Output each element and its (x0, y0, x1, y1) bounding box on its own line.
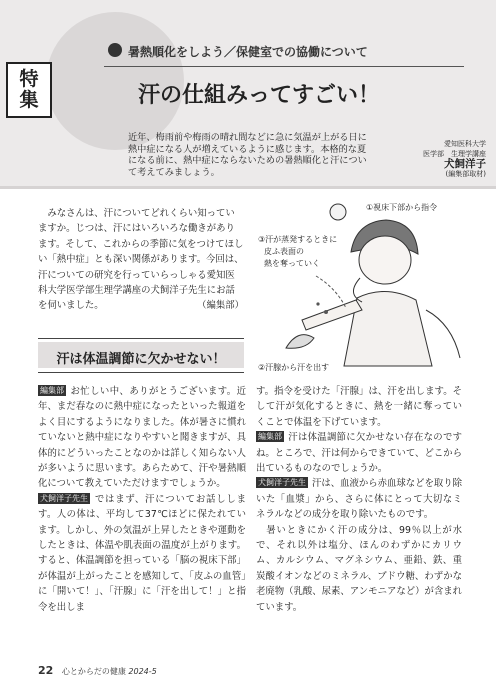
dialogue-3: す。指令を受けた「汗腺」は、汗を出します。そして汗が気化するときに、熱を一緒に奪っていくことで体温を下げています。 (256, 386, 462, 428)
dialogue-5: 犬飼洋子先生 汗は、血液から赤血球などを取り除いた「血漿」から、さらに体にとって大切なミネラルなどの成分を取り除いたものです。 (256, 478, 463, 521)
speaker-tag: 編集部 (258, 432, 282, 442)
author-name: 犬飼洋子 (444, 158, 486, 170)
dialogue-6: 暑いときにかく汗の成分は、99％以上が水で、それ以外は塩分、ほんのわずかにカリウム、カルシウム、マグネシウム、亜鉛、鉄、重炭酸イオンなどのミネラル、ブドウ糖、わずかな老廃物（乳酸、尿素、アンモニアなど）が含まれています。 (256, 524, 462, 613)
author-block (376, 139, 486, 179)
title-rule (104, 66, 464, 67)
body-column-right (256, 384, 462, 615)
issue-number: 2024-5 (128, 667, 157, 676)
illus-label-3: ②汗腺から汗を出す (258, 363, 330, 372)
dialogue-2: 犬飼洋子先生 ではまず、汗についてお話しします。人の体は、平均して37℃ほどに保たれています。しかし、外の気温が上昇したときや運動をしたときは、体温や肌表面の温度が上がります。すると、体温調節を担っている「脳の視床下部」が体温が上がったことを感知して、「皮ふの血管」に「開いて！」、「汗腺」に「汗を出して！」と指令を出しま (38, 493, 246, 613)
feature-badge (6, 62, 52, 118)
gland-icon (286, 335, 314, 349)
header-divider (0, 186, 496, 189)
speaker-tag: 編集部 (40, 386, 64, 395)
sweat-illustration (256, 198, 470, 374)
speaker-tag: 犬飼洋子先生 (258, 478, 306, 488)
lead-paragraph: 近年、梅雨前や梅雨の晴れ間などに急に気温が上がる日に熱中症になる人が増えているように感じます。本格的な夏になる前に、熱中症にならないための暑熱順化と汗について考えてみましょう。 (128, 132, 367, 178)
badge-char-1: 特 (19, 68, 39, 90)
brain-icon (330, 204, 346, 220)
section-heading (38, 338, 244, 372)
speaker-tag: 犬飼洋子先生 (40, 493, 88, 503)
series-subtitle: 暑熱順化をしよう／保健室での協働について (128, 45, 368, 59)
illus-label-1: ①視床下部から指令 (366, 203, 438, 212)
section-title: 汗は体温調節に欠かせない！ (56, 352, 226, 367)
face-icon (359, 236, 411, 284)
bullet-icon (108, 43, 122, 57)
body-column-left (38, 384, 246, 615)
intro-text: みなさんは、汗についてどれくらい知っていますか。じつは、汗にはいろいろな働きがあります。そして、これからの季節に気をつけてほしい「熱中症」とも深い関係があります。今回は、汗についての研究を行っていらっしゃる愛知医科大学医学部生理学講座の犬飼洋子先生にお話を伺いました。 (38, 208, 244, 312)
author-note: (編集部取材) (445, 170, 486, 178)
intro-paragraph (38, 206, 244, 314)
magazine-name: 心とからだの健康 (61, 667, 126, 676)
illus-label-2c: 熱を奪っていく (264, 259, 320, 268)
badge-char-2: 集 (19, 89, 39, 111)
dialogue-1: 編集部 お忙しい中、ありがとうございます。近年、まだ春なのに熱中症になったといった報道をよく目にするようになりました。体が暑さに慣れていないと熱中症になりやすいと聞きますが、具体的にどういったことなのかは詳しく知らない人が多いように思います。あらためて、汗や暑熱順化について教えていただけますでしょうか。 (38, 386, 246, 490)
author-affiliation-1: 愛知医科大学 (444, 140, 486, 148)
illus-label-2b: 皮ふ表面の (264, 247, 304, 256)
page-number: 22 (38, 664, 54, 677)
dialogue-4: 編集部 汗は体温調節に欠かせない存在なのですね。ところで、汗は何からできていて、どこから出ているものなのでしょうか。 (256, 432, 462, 475)
page-title: 汗の仕組みってすごい！ (138, 82, 381, 108)
page-footer (38, 664, 157, 677)
illus-label-2a: ③汗が蒸発するときに (258, 235, 338, 244)
intro-credit: （編集部） (197, 300, 244, 312)
author-affiliation-2: 医学部 生理学講座 (423, 150, 486, 158)
